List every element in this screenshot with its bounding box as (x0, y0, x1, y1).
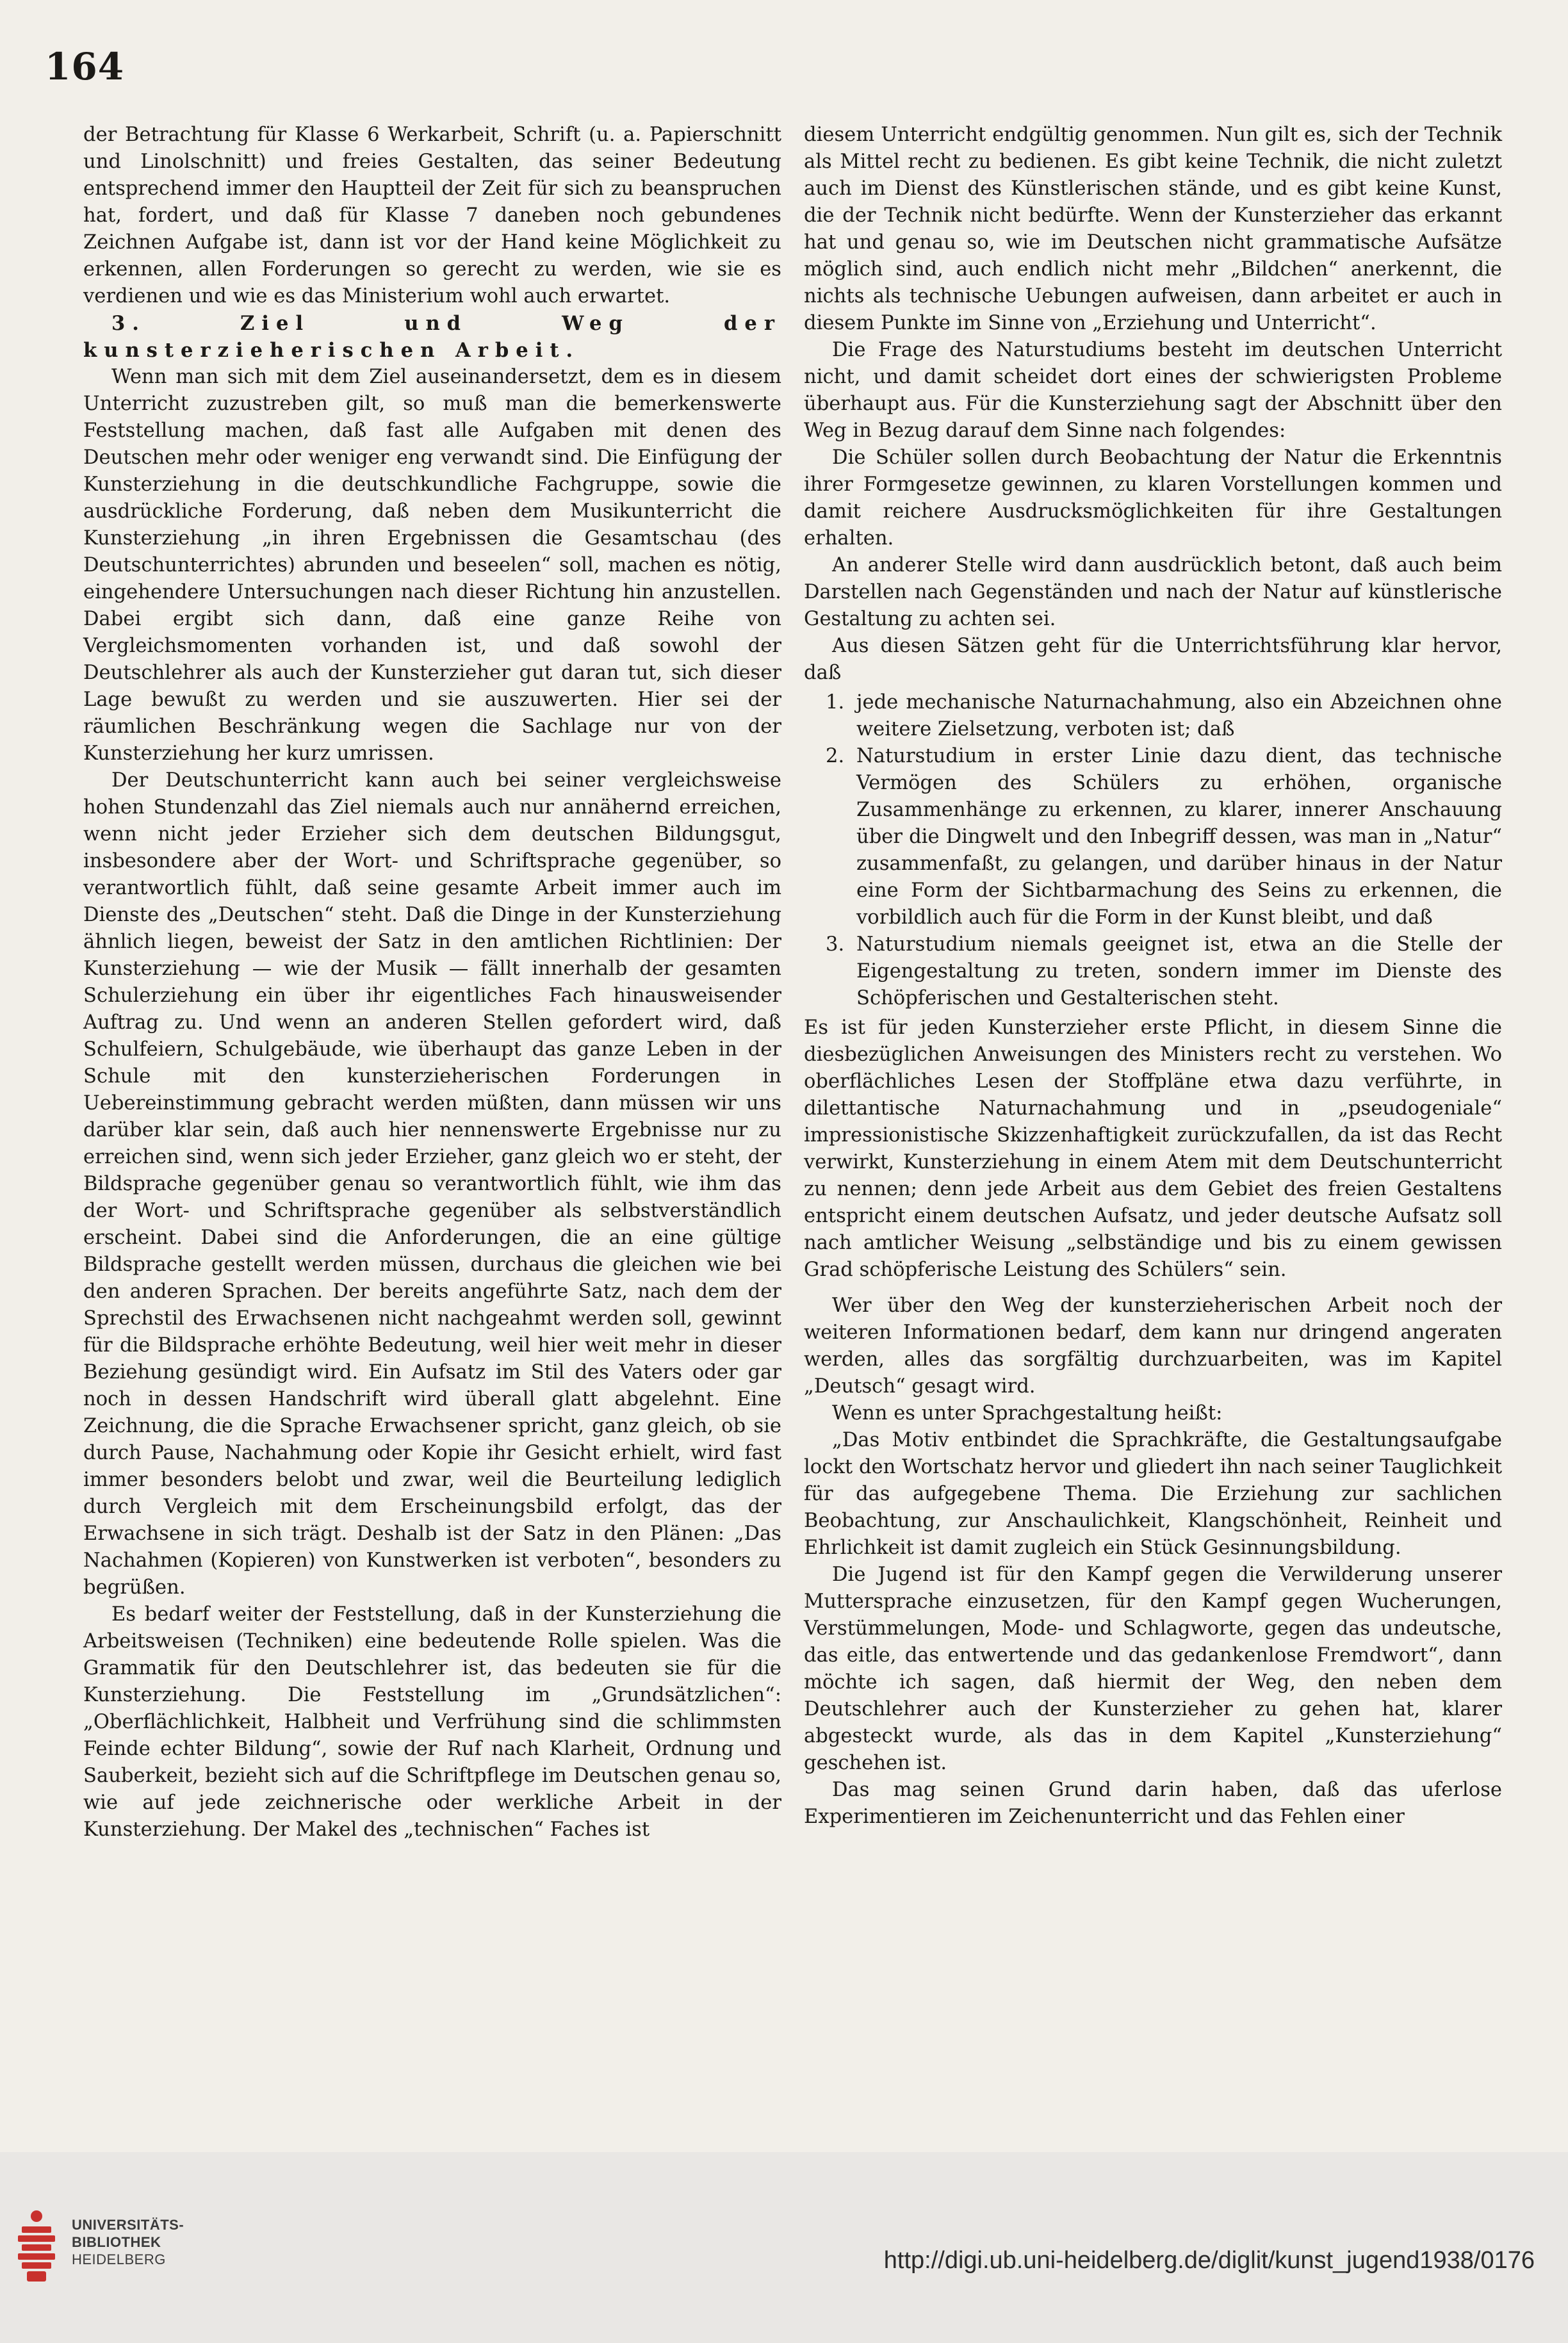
library-name-line: BIBLIOTHEK (72, 2234, 161, 2250)
list-item-text: Naturstudium in erster Linie dazu dient, das technische Vermögen des Schülers zu erhöhen, organische Zusammenhänge zu erkennen, zu klarer, innerer Anschauung über die Dingwelt und den Inbegriff dessen, was man in „Natur“ zusammenfaßt, zu gelangen, und darüber hinaus in der Natur eine Form der Sichtbarmachung des Seins zu erkennen, die vorbildlich auch für die Form in der Kunst bleibt, und daß (856, 745, 1502, 929)
section-heading: 3. Ziel und Weg der kunsterzieherischen Arbeit. (83, 312, 781, 362)
paragraph: Das mag seinen Grund darin haben, daß das uferlose Experimentieren im Zeichenunterricht und das Fehlen einer (804, 1779, 1502, 1828)
paragraph: „Das Motiv entbindet die Sprachkräfte, die Gestaltungsaufgabe lockt den Wortschatz hervor und gliedert ihn nach seiner Tauglichkeit für das aufgegebene Thema. Die Erziehung zur sachlichen Beobachtung, zur Anschaulichkeit, Klangschönheit, Reinheit und Ehrlichkeit ist damit zugleich ein Stück Gesinnungsbildung. (804, 1429, 1502, 1559)
paragraph: Die Frage des Naturstudiums besteht im deutschen Unterricht nicht, und damit scheidet dort eines der schwierigsten Probleme überhaupt aus. Für die Kunsterziehung sagt der Abschnitt über den Weg in Bezug darauf dem Sinne nach folgendes: (804, 339, 1502, 442)
library-name (72, 2216, 184, 2268)
right-text-column (804, 122, 1502, 1831)
paragraph: Wer über den Weg der kunsterzieherischen Arbeit noch der weiteren Informationen bedarf, dem kann nur dringend angeraten werden, alles das sorgfältig durchzuarbeiten, was im Kapitel „Deutsch“ gesagt wird. (804, 1294, 1502, 1398)
paragraph: der Betrachtung für Klasse 6 Werkarbeit, Schrift (u. a. Papierschnitt und Linolschnitt) und freies Gestalten, das seiner Bedeutung entsprechend immer den Hauptteil der Zeit für sich zu beanspruchen hat, fordert, und daß für Klasse 7 daneben noch gebundenes Zeichnen Aufgabe ist, dann ist vor der Hand keine Möglichkeit zu erkennen, allen Forderungen so gerecht zu werden, wie sie es verdienen und wie es das Ministerium wohl auch erwartet. (83, 124, 781, 307)
numbered-list (804, 689, 1502, 1012)
list-item-number: 1. (826, 691, 845, 714)
list-item-text: jede mechanische Naturnachahmung, also ein Abzeichnen ohne weitere Zielsetzung, verboten ist; daß (856, 691, 1502, 740)
footer-bar (0, 2152, 1568, 2343)
library-name-line: UNIVERSITÄTS- (72, 2217, 184, 2233)
list-item-number: 3. (826, 933, 845, 956)
paragraph: Wenn es unter Sprachgestaltung heißt: (832, 1402, 1223, 1425)
source-url: http://digi.ub.uni-heidelberg.de/diglit/kunst_jugend1938/0176 (883, 2247, 1535, 2274)
paragraph: diesem Unterricht endgültig genommen. Nun gilt es, sich der Technik als Mittel recht zu bedienen. Es gibt keine Technik, die nicht zuletzt auch im Dienst des Künstlerischen stände, und es gibt keine Kunst, die der Technik nicht bedürfte. Wenn der Kunsterzieher das erkannt hat und genau so, wie im Deutschen nicht grammatische Aufsätze möglich sind, auch endlich nicht mehr „Bildchen“ anerkennt, die nichts als technische Uebungen aufweisen, dann arbeitet er auch in diesem Punkte im Sinne von „Erziehung und Unterricht“. (804, 124, 1502, 334)
list-item (826, 689, 1502, 743)
page-number: 164 (45, 45, 125, 88)
paragraph: Aus diesen Sätzen geht für die Unterrichtsführung klar hervor, daß (804, 635, 1502, 684)
library-name-line: HEIDELBERG (72, 2251, 166, 2267)
paragraph: An anderer Stelle wird dann ausdrücklich betont, daß auch beim Darstellen nach Gegenständen und nach der Natur auf künstlerische Gestaltung zu achten sei. (804, 554, 1502, 630)
list-item (826, 743, 1502, 931)
university-library-seal-icon (9, 2207, 64, 2285)
paragraph: Wenn man sich mit dem Ziel auseinandersetzt, dem es in diesem Unterricht zuzustreben gilt, so muß man die bemerkenswerte Feststellung machen, daß fast alle Aufgaben mit denen des Deutschen mehr oder weniger eng verwandt sind. Die Einfügung der Kunsterziehung in die deutschkundliche Fachgruppe, sowie die ausdrückliche Forderung, daß neben dem Musikunterricht die Kunsterziehung „in ihren Ergebnissen die Gesamtschau (des Deutschunterrichtes) abrunden und beseelen“ soll, machen es nötig, eingehendere Untersuchungen nach dieser Richtung hin anzustellen. Dabei ergibt sich dann, daß eine ganze Reihe von Vergleichsmomenten vorhanden ist, und daß sowohl der Deutschlehrer als auch der Kunsterzieher gut daran tut, sich dieser Lage bewußt zu werden und sie auszuwerten. Hier sei der räumlichen Beschränkung wegen die Sachlage nur von der Kunsterziehung her kurz umrissen. (83, 366, 781, 765)
paragraph: Die Schüler sollen durch Beobachtung der Natur die Erkenntnis ihrer Formgesetze gewinnen, zu klaren Vorstellungen kommen und damit reichere Ausdrucksmöglichkeiten für ihre Gestaltungen erhalten. (804, 446, 1502, 550)
list-item-number: 2. (826, 745, 845, 767)
list-item (826, 931, 1502, 1012)
left-text-column (83, 122, 781, 1843)
paragraph: Es ist für jeden Kunsterzieher erste Pflicht, in diesem Sinne die diesbezüglichen Anweisungen des Ministers recht zu verstehen. Wo oberflächliches Lesen der Stoffpläne etwa dazu verführte, in dilettantische Naturnachahmung und in „pseudogeniale“ impressionistische Skizzenhaftigkeit zurückzufallen, da ist das Recht verwirkt, Kunsterziehung in einem Atem mit dem Deutschunterricht zu nennen; denn jede Arbeit aus dem Gebiet des freien Gestaltens entspricht einem deutschen Aufsatz, und jeder deutsche Aufsatz soll nach amtlicher Weisung „selbständige und bis zu einem gewissen Grad schöpferische Leistung des Schülers“ sein. (804, 1016, 1502, 1281)
list-item-text: Naturstudium niemals geeignet ist, etwa an die Stelle der Eigengestaltung zu treten, sondern immer im Dienste des Schöpferischen und Gestalterischen steht. (856, 933, 1502, 1009)
paragraph: Die Jugend ist für den Kampf gegen die Verwilderung unserer Muttersprache einzusetzen, für den Kampf gegen Wucherungen, Verstümmelungen, Mode- und Schlagworte, gegen das undeutsche, das eitle, das entwertende und das gedankenlose Fremdwort“, dann möchte ich sagen, daß hiermit der Weg, den neben dem Deutschlehrer auch der Kunsterzieher zu gehen hat, klarer abgesteckt wurde, als das in dem Kapitel „Kunsterziehung“ geschehen ist. (804, 1563, 1502, 1774)
paragraph: Es bedarf weiter der Feststellung, daß in der Kunsterziehung die Arbeitsweisen (Techniken) eine bedeutende Rolle spielen. Was die Grammatik für den Deutschlehrer ist, das bedeuten sie für die Kunsterziehung. Die Feststellung im „Grundsätzlichen“: „Oberflächlichkeit, Halbheit und Verfrühung sind die schlimmsten Feinde echter Bildung“, sowie der Ruf nach Klarheit, Ordnung und Sauberkeit, bezieht sich auf die Schriftpflege im Deutschen genau so, wie auf jede zeichnerische oder werkliche Arbeit in der Kunsterziehung. Der Makel des „technischen“ Faches ist (83, 1603, 781, 1841)
paragraph: Der Deutschunterricht kann auch bei seiner vergleichsweise hohen Stundenzahl das Ziel niemals auch nur annähernd erreichen, wenn nicht jeder Erzieher sich dem deutschen Bildungsgut, insbesondere aber der Wort- und Schriftsprache gegenüber, so verantwortlich fühlt, daß seine gesamte Arbeit immer auch im Dienste des „Deutschen“ steht. Daß die Dinge in der Kunsterziehung ähnlich liegen, beweist der Satz in den amtlichen Richtlinien: Der Kunsterziehung — wie der Musik — fällt innerhalb der gesamten Schulerziehung ein über ihr eigentliches Fach hinausweisender Auftrag zu. Und wenn an anderen Stellen gefordert wird, daß Schulfeiern, Schulgebäude, wie überhaupt das ganze Leben in der Schule mit den kunsterzieherischen Forderungen in Uebereinstimmung gebracht werden müßten, dann müssen wir uns darüber klar sein, daß auch hier nennenswerte Ergebnisse nur zu erreichen sind, wenn sich jeder Erzieher, ganz gleich wo er steht, der Bildsprache gegenüber genau so verantwortlich fühlt, wie ihm das der Wort- und Schriftsprache gegenüber als selbstverständlich erscheint. Dabei sind die Anforderungen, die an eine gültige Bildsprache gestellt werden müssen, durchaus die gleichen wie bei den anderen Sprachen. Der bereits angeführte Satz, nach dem der Sprechstil des Erwachsenen nicht nachgeahmt werden soll, gewinnt für die Bildsprache erhöhte Bedeutung, weil hier weit mehr in dieser Beziehung gesündigt wird. Ein Aufsatz im Stil des Vaters oder gar noch in dessen Handschrift wird überall glatt abgelehnt. Eine Zeichnung, die die Sprache Erwachsener spricht, ganz gleich, ob sie durch Pause, Nachahmung oder Kopie ihr Gesicht erhielt, wird fast immer besonders belobt und zwar, weil die Beurteilung lediglich durch Vergleich mit dem Erscheinungsbild erfolgt, das der Erwachsene in sich trägt. Deshalb ist der Satz in den Plänen: „Das Nachahmen (Kopieren) von Kunstwerken ist verboten“, besonders zu begrüßen. (83, 769, 781, 1599)
